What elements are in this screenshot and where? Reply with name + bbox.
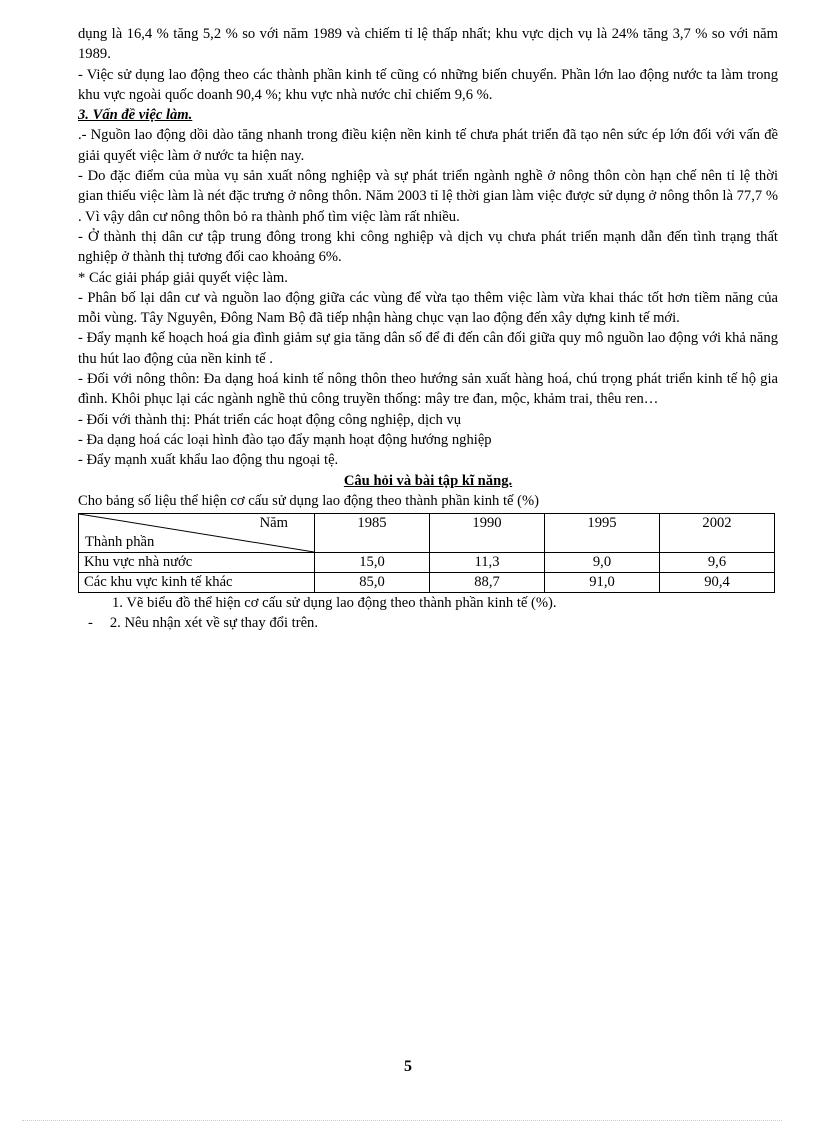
table-cell: 9,6 — [660, 553, 775, 573]
subheading: * Các giải pháp giải quyết việc làm. — [78, 269, 288, 286]
table-caption: Cho bảng số liệu thể hiện cơ cấu sử dụng lao động theo thành phần kinh tế (%) — [78, 492, 540, 509]
paragraph: - Đối với thành thị: Phát triển các hoạt động công nghiệp, dịch vụ — [78, 411, 462, 428]
paragraph: - Đẩy mạnh xuất khẩu lao động thu ngoại tệ. — [78, 452, 339, 469]
paragraph: dụng là 16,4 % tăng 5,2 % so với năm 1989 và chiếm tỉ lệ thấp nhất; khu vực dịch vụ là 24% tăng 3,7 % so với năm 1989. — [78, 26, 778, 63]
paragraph: .- Nguồn lao động dồi dào tăng nhanh trong điều kiện nền kinh tế chưa phát triển đã tạo nên sức ép lớn đối với vấn đề giải quyết việc làm ở nước ta hiện nay. — [78, 127, 778, 164]
paragraph: - Đối với nông thôn: Đa dạng hoá kinh tế nông thôn theo hướng sản xuất hàng hoá, chú trọng phát triển kinh tế hộ gia đình. Khôi phục lại các ngành nghề thủ công truyền thống: mây tre đan, mộc, khảm trai, thêu ren… — [78, 371, 778, 408]
paragraph: - Việc sử dụng lao động theo các thành phần kinh tế cũng có những biến chuyển. Phần lớn lao động nước ta làm trong khu vực ngoài quốc doanh 90,4 %; khu vực nhà nước chỉ chiếm 9,6 %. — [78, 66, 778, 103]
row-label: Khu vực nhà nước — [79, 553, 315, 573]
table-corner-cell — [79, 514, 315, 553]
page-number: 5 — [404, 1058, 412, 1075]
document-body — [78, 24, 778, 634]
data-table — [78, 513, 775, 593]
section-heading: 3. Vấn đề việc làm. — [78, 107, 193, 124]
task-item: 1. Vẽ biểu đồ thể hiện cơ cấu sử dụng lao động theo thành phần kinh tế (%). — [112, 595, 557, 612]
table-row — [79, 573, 775, 593]
corner-label-sector: Thành phần — [85, 534, 155, 551]
paragraph: - Ở thành thị dân cư tập trung đông trong khi công nghiệp và dịch vụ chưa phát triển mạnh dẫn đến tình trạng thất nghiệp ở thành thị tương đối cao khoảng 6%. — [78, 228, 778, 266]
task-text: 2. Nêu nhận xét về sự thay đổi trên. — [109, 615, 318, 632]
paragraph: - Đẩy mạnh kế hoạch hoá gia đình giảm sự gia tăng dân số để đi đến cân đối giữa quy mô nguồn lao động với khả năng thu hút lao động của nền kinh tế . — [78, 330, 778, 367]
row-label: Các khu vực kinh tế khác — [79, 573, 315, 593]
table-cell: 15,0 — [315, 553, 430, 573]
year-header: 1990 — [430, 514, 545, 553]
table-cell: 90,4 — [660, 573, 775, 593]
paragraph: - Đa dạng hoá các loại hình đào tạo đẩy mạnh hoạt động hướng nghiệp — [78, 431, 492, 448]
year-header: 1995 — [545, 514, 660, 553]
table-cell: 91,0 — [545, 573, 660, 593]
year-header: 1985 — [315, 514, 430, 553]
table-cell: 88,7 — [430, 573, 545, 593]
paragraph: - Phân bố lại dân cư và nguồn lao động giữa các vùng để vừa tạo thêm việc làm vừa khai thác tốt hơn tiềm năng của mỗi vùng. Tây Nguyên, Đông Nam Bộ đã tiếp nhận hàng chục vạn lao động đến xây dựng kinh tế mới. — [78, 289, 778, 327]
paragraph: - Do đặc điểm của mùa vụ sản xuất nông nghiệp và sự phát triển ngành nghề ở nông thôn còn hạn chế nên tỉ lệ thời gian thiếu việc làm là nét đặc trưng ở nông thôn. Năm 2003 tỉ lệ thời gian làm việc được sử dụng ở nông thôn là 77,7 % . Vì vậy dân cư nông thôn bỏ ra thành phố tìm việc làm rất nhiều. — [78, 168, 778, 225]
table-cell: 9,0 — [545, 553, 660, 573]
task-marker: - — [88, 615, 93, 632]
table-cell: 11,3 — [430, 553, 545, 573]
table-row — [79, 553, 775, 573]
corner-label-year: Năm — [259, 515, 288, 532]
task-item — [78, 613, 778, 633]
table-header-row — [79, 514, 775, 553]
questions-heading: Câu hỏi và bài tập kĩ năng. — [343, 472, 513, 489]
year-header: 2002 — [660, 514, 775, 553]
table-cell: 85,0 — [315, 573, 430, 593]
page-bottom-divider — [22, 1120, 782, 1121]
